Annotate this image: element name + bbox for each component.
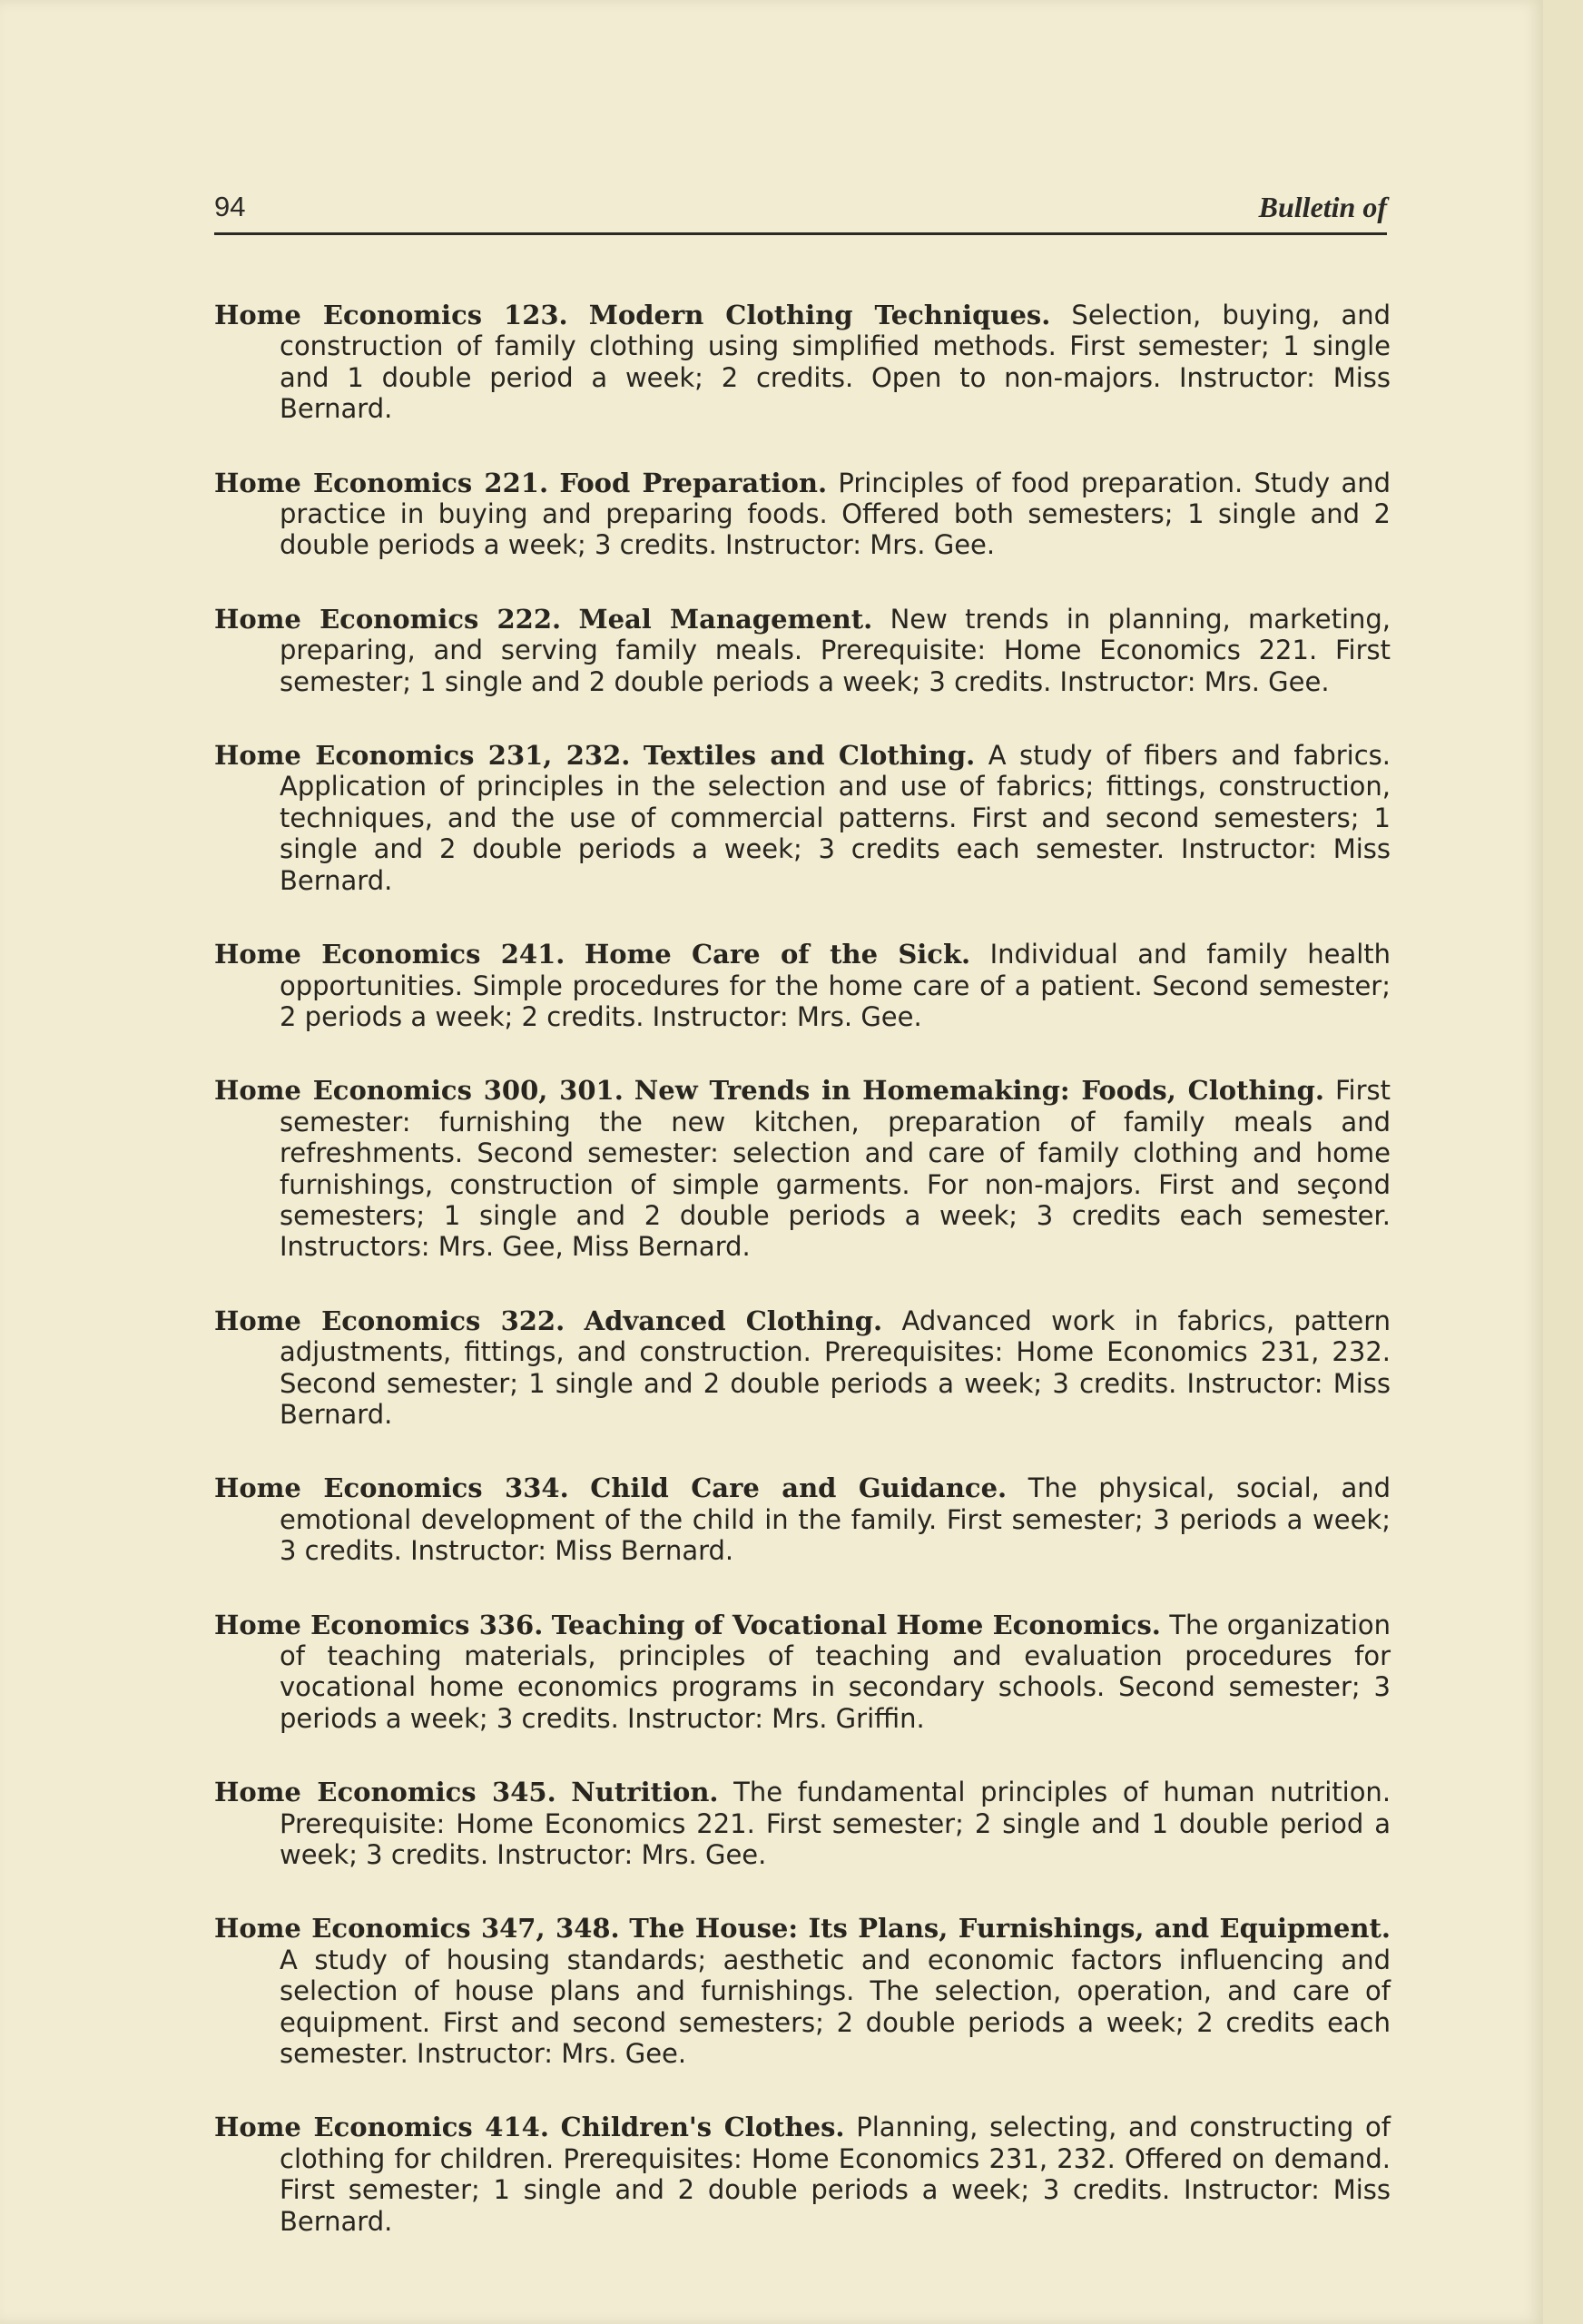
course-entry xyxy=(214,1913,1391,2069)
course-entry xyxy=(214,300,1391,425)
course-code: Home Economics 221. xyxy=(214,467,549,498)
course-description: Advanced work in fabrics, pattern adjustments, fittings, and construction. Prerequisites: Home Economics 231, 232. Second semester; 1 single and 2 double periods a week; 3 credits. Instructor: Miss Bernard. xyxy=(280,1305,1391,1430)
course-description: Selection, buying, and construction of family clothing using simplified methods. First semester; 1 single and 1 double period a week; 2 credits. Open to non-majors. Instructor: Miss Bernard. xyxy=(280,300,1391,425)
course-title: Home Care of the Sick. xyxy=(584,939,971,970)
course-title: Food Preparation. xyxy=(559,467,828,498)
course-description: First semester: furnishing the new kitchen, preparation of family meals and refreshments. Second semester: selection and care of family clothing and home furnishings, construction of simple garments. For non-majors. First and seçond semesters; 1 single and 2 double periods a week; 3 credits each semester. Instructors: Mrs. Gee, Miss Bernard. xyxy=(280,1075,1391,1263)
course-description: The fundamental principles of human nutrition. Prerequisite: Home Economics 221. First semester; 2 single and 1 double period a week; 3 credits. Instructor: Mrs. Gee. xyxy=(280,1777,1391,1871)
course-entry xyxy=(214,1472,1391,1566)
course-code: Home Economics 322. xyxy=(214,1305,565,1336)
course-entry xyxy=(214,2112,1391,2237)
course-title: Nutrition. xyxy=(571,1777,719,1808)
course-entry xyxy=(214,604,1391,697)
course-code: Home Economics 222. xyxy=(214,603,562,635)
course-title: New Trends in Homemaking: Foods, Clothing. xyxy=(634,1075,1325,1107)
course-code: Home Economics 336. xyxy=(214,1609,544,1640)
course-description: A study of fibers and fabrics. Application of principles in the selection and use of fabrics; fittings, construction, techniques, and the use of commercial patterns. First and second semesters; 1 single and 2 double periods a week; 3 credits each semester. Instructor: Miss Bernard. xyxy=(280,740,1391,896)
course-description: Planning, selecting, and constructing of clothing for children. Prerequisites: Home Economics 231, 232. Offered on demand. First semester; 1 single and 2 double periods a week; 3 credits. Instructor: Miss Bernard. xyxy=(280,2112,1391,2237)
course-entry xyxy=(214,1777,1391,1870)
course-title: The House: Its Plans, Furnishings, and Equipment. xyxy=(629,1913,1391,1945)
course-code: Home Economics 241. xyxy=(214,939,565,970)
course-entry xyxy=(214,939,1391,1032)
course-entry xyxy=(214,1305,1391,1431)
course-entry xyxy=(214,740,1391,896)
course-description: A study of housing standards; aesthetic and economic factors influencing and selection of house plans and furnishings. The selection, operation, and care of equipment. First and second semesters; 2 double periods a week; 2 credits each semester. Instructor: Mrs. Gee. xyxy=(280,1944,1391,2070)
course-entry xyxy=(214,1610,1391,1735)
course-code: Home Economics 231, 232. xyxy=(214,740,631,772)
course-title: Child Care and Guidance. xyxy=(590,1472,1008,1504)
course-code: Home Economics 123. xyxy=(214,300,568,330)
course-entry xyxy=(214,1075,1391,1262)
page-header xyxy=(214,185,1387,235)
course-list xyxy=(214,300,1391,2280)
course-entry xyxy=(214,468,1391,561)
course-code: Home Economics 347, 348. xyxy=(214,1913,620,1945)
page-number: 94 xyxy=(214,191,246,222)
course-description: New trends in planning, marketing, preparing, and serving family meals. Prerequisite: Home Economics 221. First semester; 1 single and 2 double periods a week; 3 credits. Instructor: Mrs. Gee. xyxy=(280,603,1391,697)
course-description: The organization of teaching materials, principles of teaching and evaluation procedures for vocational home economics programs in secondary schools. Second semester; 3 periods a week; 3 credits. Instructor: Mrs. Griffin. xyxy=(280,1609,1391,1734)
course-title: Textiles and Clothing. xyxy=(643,740,976,772)
course-description: The physical, social, and emotional development of the child in the family. First semester; 3 periods a week; 3 credits. Instructor: Miss Bernard. xyxy=(280,1472,1391,1567)
course-code: Home Economics 300, 301. xyxy=(214,1075,624,1107)
course-title: Children's Clothes. xyxy=(560,2112,845,2143)
course-description: Principles of food preparation. Study and practice in buying and preparing foods. Offered both semesters; 1 single and 2 double periods a week; 3 credits. Instructor: Mrs. Gee. xyxy=(280,467,1391,561)
course-title: Advanced Clothing. xyxy=(584,1305,883,1336)
running-title: Bulletin of xyxy=(1258,191,1387,223)
course-title: Teaching of Vocational Home Economics. xyxy=(551,1609,1161,1640)
course-title: Meal Management. xyxy=(578,603,873,635)
course-title: Modern Clothing Techniques. xyxy=(588,300,1051,330)
course-description: Individual and family health opportunities. Simple procedures for the home care of a patient. Second semester; 2 periods a week; 2 credits. Instructor: Mrs. Gee. xyxy=(280,939,1391,1032)
course-code: Home Economics 414. xyxy=(214,2112,549,2143)
course-code: Home Economics 334. xyxy=(214,1472,569,1504)
course-code: Home Economics 345. xyxy=(214,1777,556,1808)
